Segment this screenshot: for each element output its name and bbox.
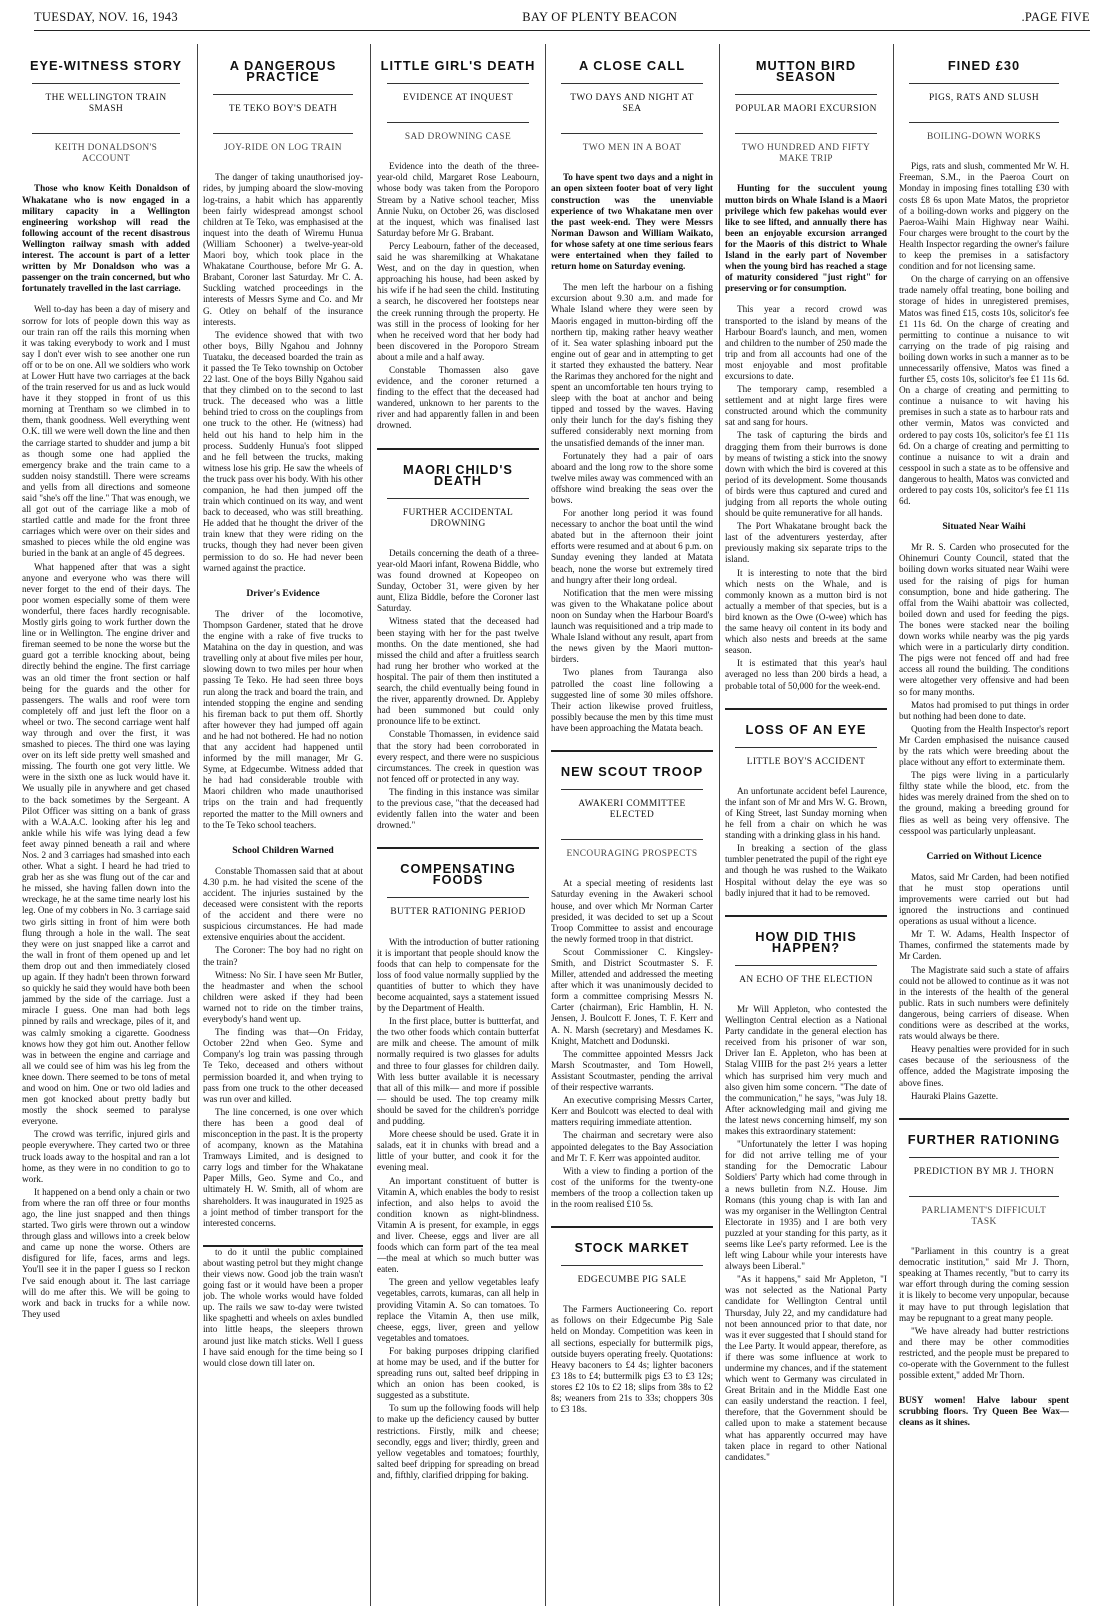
article-little-girls-death	[377, 60, 539, 432]
paragraph: The men left the harbour on a fishing excursion about 9.30 a.m. and made for Whale Island where they were seen by Maoris engaged in mutton-birding off the northern tip, making rather heavy weather of it. Sea water splashing inboard put the engine out of gear and in attempting to get it started they exhausted the battery. Near the Rarimas they anchored for the night and spent an uncomfortable ten hours trying to sleep with the boat at anchor and being tipped and tossed by the waves. Having only their lunch for the day's fishing they suffered considerably next morning from the unsatisfied demands of the inner man.	[551, 282, 713, 448]
column-rule	[719, 44, 720, 1606]
subheading: TWO HUNDRED AND FIFTY MAKE TRIP	[735, 133, 877, 165]
headline: MUTTON BIRD SEASON	[755, 58, 857, 85]
headline: LITTLE GIRL'S DEATH	[380, 58, 536, 73]
paragraph: The Port Whakatane brought back the last of the adventurers yesterday, after previously making six separate trips to the island.	[725, 521, 887, 565]
paragraph: More cheese should be used. Grate it in salads, eat it in chunks with bread and a little of your butter, and cook it for the evening meal.	[377, 1129, 539, 1173]
subheading: KEITH DONALDSON'S ACCOUNT	[32, 133, 180, 165]
headline: NEW SCOUT TROOP	[560, 763, 704, 779]
article-mutton-bird-season	[725, 60, 887, 692]
paragraph: What happened after that was a sight anyone and everyone who was there will never forget to the end of their days. The poor women especially some of them were wonderful, there faces hardly recognisable. Mostly girls going to work further down the line or in Wellington. The engine driver and fireman seemed to be none the worse but the guard got a terrible knocking about, being directly behind the engine. The first carriage was an old timer the front section or half being for the guards and the other for passengers. The walls and roof were torn completely off and just left the floor on a wheel or two. The second carriage went half way through and over the first, it was smashed to pieces. The third one was laying over on its left side pretty well smashed and missing. The fourth one got very little. We were in the sixth one as luck would have it. We usually pile in anywhere and get chased to the back sometimes by the Sergeant. A Pilot Officer was sitting on a bank of grass with a W.A.A.C. looking after his leg and ankle while his wife was lying dead a few feet away pinned beneath a rail and where Nos. 2 and 3 carriages had smashed into each other. What a sight. I heard he had tried to grab her as she was flung out of the car and he missed, she having fallen down into the wreckage, he at the same time nearly lost his leg. One of my cobbers in No. 3 carriage said two girls sitting in front of him were both flung through a hole in the wall. The seat they were on just snapped like a carrot and the wall in front of them opened up and let them drop out and then immediately closed up again. If they hadn't been thrown forward so quickly he said they would have both been jammed by the side of the carriage. Just a miracle I guess. One man had both legs pinned by rails and wreckage, piles of it, and was calmly smoking a cigarette. Goodness knows how they got him out. Another fellow was in between the engine and carriage and all we could see of him was his leg from the knee down. There seemed to be tons of metal and wood on him. One or two old ladies and men got knocked about pretty badly but mostly the shock seemed to paralyse everyone.	[22, 561, 190, 1127]
subheading: LITTLE BOY'S ACCIDENT	[735, 747, 877, 768]
paragraph: In breaking a section of the glass tumbler penetrated the pupil of the right eye and though he was rushed to the Waikato Hospital without delay the eye was so badly injured that it had to be removed.	[725, 843, 887, 898]
paragraph: An important constituent of butter is Vitamin A, which enables the body to resist infection, and also helps to avoid the condition known as night-blindness. Vitamin A is present, for example, in eggs and liver. Cheese, eggs and liver are all foods which can form part of the tea meal—the meal at which so much butter was eaten.	[377, 1175, 539, 1275]
paragraph: Percy Leabourn, father of the deceased, said he was sharemilking at Whakatane West, and on the day in question, when approaching his house, had been asked by his wife if he had seen the child. Instituting a search, he discovered her footsteps near the creek running through the property. He was still in the process of looking for her when he received word that her body had been discovered in the Poroporo Stream about a mile and a half away.	[377, 240, 539, 362]
paragraph: "Parliament in this country is a great democratic institution," said Mr J. Thorn, speaking at Thames recently, "but to carry its war effort through during the coming session it is likely to become very unpopular, because it may have to put through legislation that may be repugnant to a great many people.	[899, 1246, 1069, 1323]
paragraph: Mr T. W. Adams, Health Inspector of Thames, confirmed the statements made by Mr Carden.	[899, 929, 1069, 962]
article-dangerous-practice	[203, 60, 363, 1229]
subheading: AWAKERI COMMITTEE ELECTED	[561, 789, 703, 821]
paragraph: Well to-day has been a day of misery and sorrow for lots of people down this way as our train ran off the rails this morning when it was taking everybody to work and I must say I don't ever wish to see another one run off or to be on one. All we soldiers who work at Lower Hutt have two carriages at the back of the train reserved for us and as luck would have it they stopped in front of us this morning at Trentham so we climbed in to them, thank goodness. Well everything went O.K. till we were well down the line and then the carriage started to shudder and jump a bit as though some one had applied the emergency brake and the train came to a sudden noisy standstill. There were screams and yells from all directions and someone said "she's off the line." That was enough, we all got out of the carriage like a mob of startled cattle and made for the front three carriages which were over on their sides and smashed to pieces while the old engine was buried in the bank at an angle of 45 degrees.	[22, 304, 190, 559]
paragraph: The committee appointed Messrs Jack Marsh Scoutmaster, and Tom Howell, Assistant Scoutmaster, pending the arrival of their respective warrants.	[551, 1048, 713, 1093]
lead-paragraph: To have spent two days and a night in an open sixteen footer boat of very light construction was the unenviable experience of two Whakatane men over the past week-end. They were Messrs Norman Dawson and William Waikato, for whose safety at one time serious fears were entertained when they failed to return home on Saturday evening.	[551, 172, 713, 272]
paragraph: The Coroner: The boy had no right on the train?	[203, 945, 363, 967]
paragraph: It is interesting to note that the bird which nests on the Whale, and is commonly known as a mutton bird is not actually a member of that species, but is a bird known as the Owe (O-wee) which has the same heavy oil content in its body and which also nests and breeds at the same season.	[725, 567, 887, 656]
paragraph: to do it until the public complained about wasting petrol but they might change their views now. Good job the train wasn't going fast or it would have been a proper job. The whole works would have folded up. The rails we saw to-day were twisted like spaghetti and wheels on axles bundled into little heaps, the sleepers thrown around just like match sticks. Well I guess I have said enough for the time being so I would close down till later on.	[203, 1246, 363, 1368]
paragraph: Constable Thomassen said that at about 4.30 p.m. he had visited the scene of the accident. The injuries sustained by the deceased were consistent with the reports of the accident and there were no suspicious circumstances. He had made extensive enquiries about the accident.	[203, 865, 363, 943]
article-loss-of-an-eye	[725, 708, 887, 899]
lead-paragraph: Evidence into the death of the three-year-old child, Margaret Rose Leabourn, whose body was taken from the Poroporo Stream by a Native school teacher, Miss Annie Nuku, on October 26, was disclosed at the inquest, which was finalised last Saturday before Mr G. Brabant.	[377, 161, 539, 238]
subheading: FURTHER ACCIDENTAL DROWNING	[387, 498, 529, 530]
subheading: PARLIAMENT'S DIFFICULT TASK	[909, 1196, 1059, 1228]
subheading: SAD DROWNING CASE	[387, 122, 529, 143]
paragraph: Two planes from Tauranga also patrolled the coast line following a suggested line of some 30 miles offshore. Their action likewise proved fruitless, possibly because the men by this time must have been approaching the Matata beach.	[551, 667, 713, 733]
article-stock-market	[551, 1226, 713, 1415]
headline: COMPENSATING FOODS	[400, 861, 516, 888]
headline: A DANGEROUS PRACTICE	[229, 58, 337, 85]
paragraph: The pigs were living in a particularly filthy state while the blood, etc. from the hides was merely drained from the shed on to the ground, making a breeding ground for flies as well as being very offensive. The cesspool was particularly unpleasant.	[899, 770, 1069, 836]
article-eyewitness-continued	[203, 1245, 363, 1369]
paragraph: The crowd was terrific, injured girls and people everywhere. They carted two or three truck loads away to the hospital and ran a lot home, as they were in no condition to go to work.	[22, 1129, 190, 1184]
paragraph: Fortunately they had a pair of oars aboard and the long row to the shore some twelve miles away was commenced with an offshore wind breaking the seas over the bows.	[551, 450, 713, 505]
article-close-call	[551, 60, 713, 734]
column-4	[551, 46, 713, 1606]
lead-paragraph: Those who know Keith Donaldson of Whakatane who is now engaged in a military capacity in a Wellington engineering workshop will read the following account of the recent disastrous Wellington railway smash with added interest. The account is part of a letter written by Mr Donaldson who was a passenger on the train concerned, but who fortunately travelled in the last carriage.	[22, 183, 190, 294]
paragraph: The Farmers Auctioneering Co. report as follows on their Edgecumbe Pig Sale held on Monday. Competition was keen in all sections, especially for buttermilk pigs, outside buyers operating freely. Quotations: Heavy baconers to £4 4s; lighter baconers £3 18s to £4; buttermilk pigs £3 to £3 12s; stores £2 10s to £2 18; slips from 38s to £2 8s; weaners from 21s to 33s; choppers 30s to £3 18s.	[551, 1304, 713, 1415]
paragraph: On the charge of carrying on an offensive trade namely offal treating, bone boiling and storage of hides in unregistered premises, Matos was fined £15, costs 10s, solicitor's fee £1 11s 6d. On the charge of creating and permitting to continue a nuisance to wit carrying on the trade of pig raising and boiling down works in such a manner as to be unnecessarily offensive, Matos was fined a further £5, costs 10s, solicitor's fee £1 11s 6d. On a charge of creating and permitting to continue a nuisance to wit having his premises in such a state as to harbour rats and other vermin, Matos was convicted and ordered to pay costs 10s, solicitor's fee £1 11s 6d. On a charge of creating and permitting to continue a nuisance to wit a drain and cesspool in such a state as to be offensive and dangerous to health, Matos was convicted and ordered to pay costs 10s, solicitor's fee £1 11s 6d.	[899, 274, 1069, 507]
subheading: EDGECUMBE PIG SALE	[561, 1265, 703, 1286]
paragraph: Mr Will Appleton, who contested the Wellington Central election as a National Party candidate in the general election has received from his prisoner of war son, Driver Ian E. Appleton, who has been at Stalag VIIIB for the past 2½ years a letter which has surprised him very much and also given him some concern. "The date of the communication," he says, "was July 18. After acknowledging mail and giving me the latest news concerning himself, my son makes this extraordinary statement:	[725, 1004, 887, 1137]
headline: EYE-WITNESS STORY	[29, 58, 183, 73]
subheading: POPULAR MAORI EXCURSION	[735, 94, 877, 115]
headline: LOSS OF AN EYE	[745, 721, 867, 737]
paragraph: Witness: No Sir. I have seen Mr Butler, the headmaster and when the school children were asked if they had been warned not to ride on the timber trains, everybody's hand went up.	[203, 969, 363, 1025]
paragraph: For another long period it was found necessary to anchor the boat until the wind abated but in the afternoon their joint efforts were resumed and at about 6 p.m. on Sunday evening they landed at Matata beach, none the worse but extremely tired and hungry after their long ordeal.	[551, 508, 713, 585]
paragraph: The line concerned, is one over which there has been a good deal of misconception in the past. It is the property of acompany, known as the Matahina Tramways Limited, and is designed to carry logs and timber for the Whakatane Paper Mills, Geo. Syme and Co., and ultimately H. W. Smith, all of whom are shareholders. It was inaugurated in 1925 as a joint method of timber transport for the interested concerns.	[203, 1106, 363, 1228]
page-number: .PAGE FIVE	[1021, 9, 1090, 24]
paragraph: "We have already had butter restrictions and there may be other commodities restricted, and the people must be prepared to co-operate with the Government to the fullest possible extent," added Mr Thorn.	[899, 1325, 1069, 1381]
paragraph: At a special meeting of residents last Saturday evening in the Awakeri school house, and over which Mr Norman Carter presided, it was decided to set up a Scout Troop Committee to assist and encourage the newly formed troop in that district.	[551, 878, 713, 944]
article-eyewitness	[22, 60, 190, 1320]
paragraph: Constable Thomassen also gave evidence, and the coroner returned a finding to the effect that the deceased had wandered, unknown to her parents to the river and had apparently fallen in and been drowned.	[377, 364, 539, 431]
article-further-rationing	[899, 1118, 1069, 1382]
paragraph: Quoting from the Health Inspector's report Mr Carden emphasised the nuisance caused by the rats which were breeding about the place without any effort to exterminate them.	[899, 723, 1069, 768]
paragraph: Mr R. S. Carden who prosecuted for the Ohinemuri County Council, stated that the boiling down works situated near Waihi were used for the raising of pigs for human consumption, bone and hide gathering. The offal from the Waihi abattoir was collected, boiled down and used for feeding the pigs. The bones were stacked near the boiling down works while nearby was the pig yards which were in a particularly dirty condition. The pigs were not fenced off and had free access all round the building. The conditions were altogether very offensive and had been so for many months.	[899, 542, 1069, 697]
paragraph: Notification that the men were missing was given to the Whakatane police about noon on Sunday when the Harbour Board's launch was requisitioned and a trip made to Whale Island without any result, apart from the news given by the Maori mutton-birders.	[551, 587, 713, 665]
column-5	[725, 46, 887, 1606]
subheading: JOY-RIDE ON LOG TRAIN	[213, 133, 353, 154]
column-3	[377, 46, 539, 1606]
paragraph: "Unfortunately the letter I was hoping for did not arrive telling me of your standing for the Democratic Labour Soldiers' Party which had come through in a news bulletin from N.Z. House. Jim Romans (this young chap is with Ian and was my organiser in the Wellington Central Electorate in 1935) and I are both very puzzled at your standing for this party, as it seems like Lee's party reformed. Lee is the left wing Labour while your interests have always been Liberal."	[725, 1139, 887, 1272]
source-credit: Hauraki Plains Gazette.	[911, 1090, 998, 1101]
paragraph: Scout Commissioner C. Kingsley-Smith, and District Scoutmaster S. F. Miller, attended and addressed the meeting after which it was unanimously decided to form a committee comprising Messrs N. Carter (chairman), Eric Hamblin, H. N. Jensen, J. Boulcott F. Jones, T. F. Kerr and A. N. Marsh (secretary) and Mesdames K. Knight, Matchett and Dodunski.	[551, 946, 713, 1046]
section-heading: Situated Near Waihi	[942, 521, 1026, 533]
column-rule	[370, 44, 371, 1606]
subheading: TWO MEN IN A BOAT	[561, 133, 703, 154]
column-2	[203, 46, 363, 1606]
paragraph: Matos, said Mr Carden, had been notified that he must stop operations until improvements were carried out but had ignored the instructions and continued operations as usual without a licence.	[899, 871, 1069, 927]
paragraph: In the first place, butter is buttterfat, and the two other foods which contain butterfat are milk and cheese. The amount of milk normally required is two glasses for adults and three to four glasses for children daily. With less butter available it is necessary that all of this milk— and more if possible— should be used. The top creamy milk should be saved for the children's porridge and pudding.	[377, 1016, 539, 1127]
section-heading: School Children Warned	[232, 844, 334, 856]
headline: MAORI CHILD'S DEATH	[403, 461, 513, 488]
column-rule	[893, 44, 894, 1606]
paragraph: The temporary camp, resembled a settlement and at night large fires were constructed around which the community sat and sang for hours.	[725, 384, 887, 428]
paragraph: It happened on a bend only a chain or two from where the ran off three or four months ago, the line just snapped and then things started. Two girls were thrown out a window through glass and willows into a creek below and came up none the worse. Others are disfigured for life, faces, arms and legs. You'll see it in the paper I guess so I reckon I've said enough about it. The last carriage will do me after this. We will be going to work and back in trucks for a while now. They used	[22, 1186, 190, 1319]
paragraph: It is estimated that this year's haul averaged no less than 200 birds a head, a probable total of 50,000 for the week-end.	[725, 658, 887, 691]
article-new-scout-troop	[551, 750, 713, 1210]
column-rule	[197, 44, 198, 1606]
column-1	[22, 46, 190, 1606]
lead-paragraph: Hunting for the succulent young mutton birds on Whale Island is a Maori privilege which few pakehas would ever like to see lifted, and annually there has been an enjoyable excursion arranged for the Maoris of this district to Whale Island in the early part of November when the young bird has reached a stage of maturity considered "just right" for preserving or for consumption.	[725, 183, 887, 294]
lead-paragraph: The danger of taking unauthorised joy-rides, by jumping aboard the slow-moving log-trains, a habit which has apparently been fairly widespread amongst school children at Te Teko, was emphasised at the inquest into the death of Wiremu Hunua (William Schooner) a twelve-year-old Maori boy, which took place in the Whakatane Courthouse, before Mr G. A. Brabant, Coroner last Saturday. Mr C. A. Suckling watched proceedings in the interests of Messrs Syme and Co. and Mr G. Otley on behalf of the insurance interests.	[203, 172, 363, 327]
paragraph: Pigs, rats and slush, commented Mr W. H. Freeman, S.M., in the Paeroa Court on Monday in imposing fines totalling £30 with costs £8 6s upon Mate Matos, the proprietor of a boiling-down works and piggery on the Paeroa-Waihi Main Highway near Waihi. Four charges were brought to the court by the Health Inspector regarding the owner's failure to keep the premises in a satisfactory condition and for not licensing same.	[899, 161, 1069, 272]
article-compensating-foods	[377, 847, 539, 1481]
paragraph: The task of capturing the birds and dragging them from their burrows is done by means of twisting a stick into the snowy down with which the bird is covered at this period of its development. Some thousands of birds were thus captured and cured and judging from all reports the whole outing should be quite remunerative for all hands.	[725, 430, 887, 519]
paragraph: An executive comprising Messrs Carter, Kerr and Boulcott was elected to deal with matters requiring immediate attention.	[551, 1095, 713, 1128]
paragraph: The driver of the locomotive, Thompson Gardener, stated that he drove the engine with a rake of five trucks to Matahina on the day in question, and was travelling only at about five miles per hour, slowing down to two miles per hour when passing Te Teko. He had seen three boys run along the track and board the train, and intended stopping the engine and sending his fireman back to put them off. Shortly after however they had jumped off again and he had not bothered. He had no notion that any accident had happened until informed by the mill manager, Mr G. Syme, at Edgecumbe. Witness added that he had had considerable trouble with Maori children who made unauthorised trips on the train and had frequently reported the matter to the Mill owners and to the Te Teko school teachers.	[203, 608, 363, 830]
headline: HOW DID THIS HAPPEN?	[755, 928, 857, 955]
paragraph: Matos had promised to put things in order but nothing had been done to date.	[899, 699, 1069, 721]
headline: FINED £30	[947, 58, 1021, 73]
paragraph: The finding was that—On Friday, October 22nd when Geo. Syme and Company's log train was passing through Te Teko, deceased and others without permission boarded it, and when trying to pass from one truck to the other deceased was run over and killed.	[203, 1027, 363, 1104]
advertisement: BUSY women! Halve labour spent scrubbing floors. Try Queen Bee Wax—cleans as it shines.	[899, 1395, 1069, 1428]
paragraph: Constable Thomassen, in evidence said that the story had been corroborated in every respect, and there were no suspicious circumstances. The creek in question was not fenced off or protected in any way.	[377, 729, 539, 784]
issue-date: TUESDAY, NOV. 16, 1943	[34, 9, 178, 24]
paragraph: The evidence showed that with two other boys, Billy Ngahou and Johnny Tuataku, the deceased boarded the train as it passed the Te Teko township on October 22 last. One of the boys Billy Ngahou said that they climbed on to the second to last truck. The deceased who was a little behind tried to cross on the couplings from one truck to the other. He (witness) had held out his hand to help him in the process. Suddenly Hunua's foot slipped and he fell between the trucks, making witness lose his grip. He saw the wheels of the truck pass over his body. With his other companion, he had then jumped off the train which continued on its way, and went back to deceased, who was still breathing. He added that he thought the driver of the train knew that they were riding on the trucks, though they had never been given permission to do so. He had never been warned against the practice.	[203, 329, 363, 573]
paragraph: This year a record crowd was transported to the island by means of the Harbour Board's launch, and men, women and children to the number of 250 made the trip and from all accounts had one of the most enjoyable and most profitable excursions to date.	[725, 304, 887, 381]
column-6	[899, 46, 1069, 1606]
subheading: BUTTER RATIONING PERIOD	[387, 897, 529, 918]
paragraph: For baking purposes dripping clarified at home may be used, and if the butter for spreading runs out, salted beef dripping in which an onion has been cooked, is suggested as a substitute.	[377, 1345, 539, 1401]
paragraph: To sum up the following foods will help to make up the deficiency caused by butter restrictions. Firstly, milk and cheese; secondly, eggs and liver; thirdly, green and yellow vegetables and tomatoes; fourthly, salted beef dripping for spreading on bread and, fifthly, clarified dripping for baking.	[377, 1403, 539, 1480]
subheading: THE WELLINGTON TRAIN SMASH	[32, 83, 180, 115]
article-fined	[899, 60, 1069, 1102]
paragraph: The green and yellow vegetables leafy vegetables, carrots, kumaras, can all help in providing Vitamin A. So can tomatoes. To replace the Vitamin A, then use milk, cheese, eggs, liver, green and yellow vegetables and tomatoes.	[377, 1277, 539, 1343]
paragraph: The chairman and secretary were also appointed delegates to the Bay Association and Mr T. F. Kerr was appointed auditor.	[551, 1130, 713, 1163]
paragraph: The finding in this instance was similar to the previous case, "that the deceased had evidently fallen into the water and been drowned."	[377, 786, 539, 831]
paragraph: The Magistrate said such a state of affairs could not be allowed to continue as it was not in the interests of the health of the general public. Rats in such numbers were definitely dangerous, being carriers of disease. When conditions were as described at the works, rats would always be there.	[899, 964, 1069, 1042]
paragraph: With a view to finding a portion of the cost of the uniforms for the twenty-one members of the troop a collection taken up in the room realised £10 5s.	[551, 1165, 713, 1209]
section-heading: Carried on Without Licence	[926, 850, 1042, 862]
headline: A CLOSE CALL	[578, 58, 686, 73]
column-rule	[545, 44, 546, 1606]
subheading: TWO DAYS AND NIGHT AT SEA	[561, 83, 703, 115]
article-maori-childs-death	[377, 448, 539, 832]
subheading: ENCOURAGING PROSPECTS	[561, 839, 703, 860]
masthead	[34, 4, 1090, 31]
headline: FURTHER RATIONING	[907, 1131, 1061, 1147]
paragraph: An unfortunate accident befel Laurence, the infant son of Mr and Mrs W. G. Brown, of King Street, last Sunday morning when he fell from a chair on which he was standing with a drinking glass in his hand.	[725, 785, 887, 841]
article-how-did-this-happen	[725, 915, 887, 1463]
subheading: EVIDENCE AT INQUEST	[387, 83, 529, 104]
headline: STOCK MARKET	[574, 1240, 690, 1256]
subheading: BOILING-DOWN WORKS	[909, 122, 1059, 143]
paragraph: With the introduction of butter rationing it is important that people should know the foods that can help to compensate for the loss of food value normally supplied by the quantities of butter to which they have become acquainted, says a statement issued by the Department of Health.	[377, 936, 539, 1014]
paper-name: BAY OF PLENTY BEACON	[522, 9, 678, 24]
subheading: PIGS, RATS AND SLUSH	[909, 83, 1059, 104]
subheading: PREDICTION BY MR J. THORN	[909, 1157, 1059, 1178]
subheading: AN ECHO OF THE ELECTION	[735, 965, 877, 986]
paragraph: "As it happens," said Mr Appleton, "I was not selected as the National Party candidate for Wellington Central until Thursday, July 22, and my candidature had not been announced prior to that date, nor was it ever suggested that I should stand for the Lee Party. It would appear, therefore, as if there was some influence at work to undermine my chances, and if the statement which went to Germany was circulated in Great Britain and in the Middle East one can easily understand the reaction. I feel, therefore, that the Government should be called upon to make a statement because what has apparently occurred may have taken place in regard to other National candidates."	[725, 1274, 887, 1462]
subheading: TE TEKO BOY'S DEATH	[213, 94, 353, 115]
paragraph: Details concerning the death of a three-year-old Maori infant, Rowena Biddle, who was found drowned at Kopeopeo on Sunday, October 31, were given by her aunt, Eliza Biddle, before the Coroner last Saturday.	[377, 547, 539, 614]
paragraph: Witness stated that the deceased had been staying with her for the past twelve months. On the date mentioned, she had missed the child and after a fruitless search had rung her brother who worked at the hospital. The pair of them then instituted a search, the child eventually being found in the river, apparently drowned. Dr. Appleby had been summoned but could only pronounce life to be extinct.	[377, 616, 539, 727]
paragraph: Heavy penalties were provided for in such cases because of the seriousness of the offence, added the Magistrate imposing the above fines.	[899, 1044, 1069, 1088]
section-heading: Driver's Evidence	[246, 587, 320, 599]
